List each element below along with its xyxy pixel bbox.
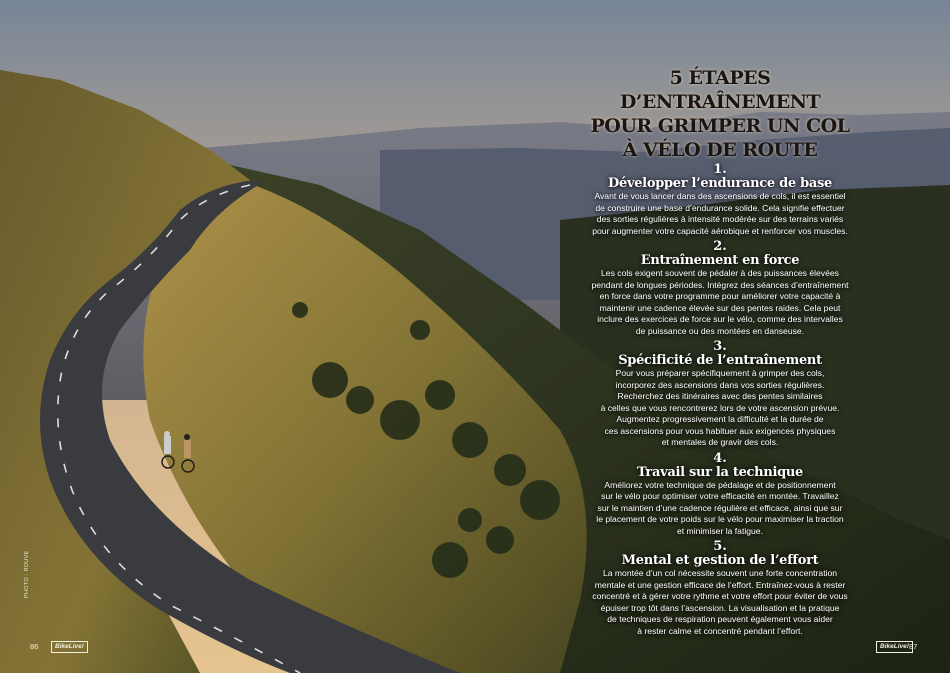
step-section-5 (570, 540, 870, 637)
body-line: le placement de votre poids sur le vélo pour maximiser la traction (596, 514, 844, 524)
body-line: de puissance ou des montées en danseuse. (635, 325, 805, 336)
brand-logo-left: BikeLive! (51, 641, 88, 653)
body-line: sur le maintien d’une cadence régulière et efficace, ainsi que sur (597, 502, 843, 513)
step-heading: Spécificité de l’entraînement (618, 353, 822, 368)
body-line: et mentales de gravir des cols. (661, 437, 779, 447)
body-line: pour augmenter votre capacité aérobique et renforcer vos muscles. (592, 225, 848, 236)
body-line: Recherchez des itinéraires avec des pentes similaires (617, 391, 823, 401)
step-number: 2. (713, 239, 727, 254)
body-line: Augmentez progressivement la difficulté et la durée de (616, 414, 824, 424)
step-section-3 (570, 340, 870, 449)
body-line: Les cols exigent souvent de pédaler à des puissances élevées (601, 268, 839, 278)
body-line: Pour vous préparer spécifiquement à grimper des cols, (615, 368, 825, 378)
body-line: sur le vélo pour optimiser votre efficacité en montée. Travaillez (601, 491, 839, 501)
photo-credit: PHOTO : ROUVE (24, 550, 30, 598)
step-number: 5. (713, 539, 727, 554)
body-line: de techniques de respiration peuvent également vous aider (607, 614, 833, 624)
body-line: et minimiser la fatigue. (677, 525, 763, 536)
page-number-right: 87 (909, 642, 918, 651)
step-section-4 (570, 452, 870, 538)
step-number: 3. (713, 339, 727, 354)
brand-logo-right: BikeLive! (876, 641, 913, 653)
step-number: 4. (713, 450, 727, 466)
body-line: Avant de vous lancer dans des ascensions de cols, il est essentiel (594, 191, 846, 201)
step-heading: Développer l’endurance de base (608, 176, 832, 191)
step-number: 1. (713, 162, 727, 177)
body-line: concentré et à gérer votre rythme et votre effort pour éviter de vous (592, 591, 848, 601)
body-line: La montée d’un col nécessite souvent une forte concentration (602, 568, 838, 578)
title-line: 5 ÉTAPES D’ENTRAÎNEMENT (619, 67, 821, 113)
body-line: ces ascensions pour vous habituer aux exigences physiques (604, 425, 836, 436)
body-line: pendant de longues périodes. Intégrez des séances d’entraînement (591, 279, 849, 290)
body-line: mentale et une gestion efficace de l’effort. Entraînez-vous à rester (594, 579, 846, 590)
body-line: maintenir une cadence élevée sur des pentes raides. Cela peut (599, 302, 841, 313)
step-heading: Entraînement en force (640, 253, 800, 268)
body-line: à rester calme et concentré pendant l’effort. (637, 625, 803, 636)
body-line: à celles que vous rencontrerez lors de votre ascension prévue. (600, 402, 840, 413)
page-number-left: 86 (30, 642, 39, 651)
body-line: inclure des exercices de force sur le vélo, comme des intervalles (597, 314, 843, 324)
body-line: des sorties régulières à intensité modérée sur des terrains variés (596, 214, 844, 224)
step-section-1 (570, 163, 870, 237)
step-heading: Travail sur la technique (636, 464, 804, 480)
body-line: en force dans votre programme pour améliorer votre capacité à (599, 291, 841, 301)
title-line: POUR GRIMPER UN COL (590, 115, 850, 137)
body-line: incorporez des ascensions dans vos sorties régulières. (615, 379, 825, 390)
body-line: de construire une base d’endurance solide. Cela signifie effectuer (595, 202, 845, 213)
article-title (570, 66, 870, 162)
body-line: Améliorez votre technique de pédalage et de positionnement (604, 479, 836, 490)
step-heading: Mental et gestion de l’effort (621, 553, 819, 568)
step-section-2 (570, 240, 870, 337)
title-line: À VÉLO DE ROUTE (622, 139, 818, 161)
body-line: épuiser trop tôt dans l’ascension. La visualisation et la pratique (600, 602, 840, 613)
article (570, 66, 870, 640)
